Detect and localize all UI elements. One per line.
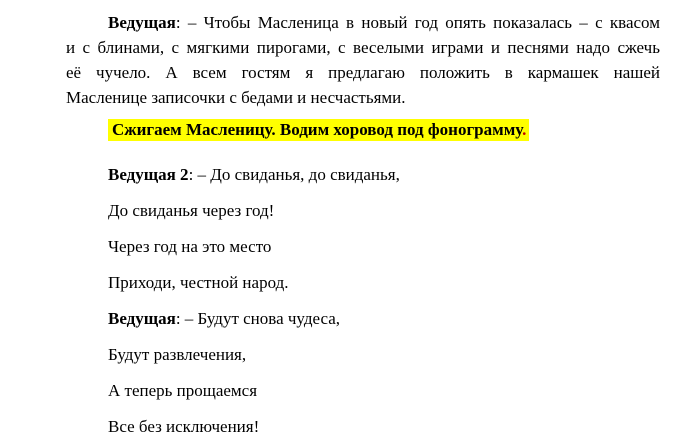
verse-text: Через год на это место [108, 237, 272, 256]
verse-line [66, 414, 660, 439]
paragraph-text: : – Чтобы Масленица в новый год опять показалась – с квасом [175, 13, 660, 32]
verse-text: До свиданья через год! [108, 201, 275, 220]
verse-text: Приходи, честной народ. [108, 273, 289, 292]
red-period: . [522, 120, 527, 139]
paragraph-line [66, 10, 660, 35]
verse-text: : – До свиданья, до свиданья, [188, 165, 400, 184]
speaker-name: Ведущая 2 [108, 165, 189, 184]
verse-line [66, 198, 660, 223]
dialogue-paragraph-1 [66, 10, 660, 110]
verse-text: Будут развлечения, [108, 345, 247, 364]
speaker-name: Ведущая [108, 13, 176, 32]
verse-text: Все без исключения! [108, 417, 260, 436]
paragraph-line: и с блинами, с мягкими пирогами, с веселыми играми и песнями надо сжечь [66, 38, 660, 57]
verse-line [66, 162, 660, 187]
speaker-name: Ведущая [108, 309, 176, 328]
verse-line [66, 306, 660, 331]
verse-line [66, 270, 660, 295]
paragraph-line: её чучело. А всем гостям я предлагаю положить в кармашек нашей [66, 63, 660, 82]
verse-line [66, 234, 660, 259]
stage-direction-text: Сжигаем Масленицу. Водим хоровод под фонограмму [112, 120, 523, 139]
verse-line [66, 378, 660, 403]
paragraph-line: Масленице записочки с бедами и несчастьями. [66, 88, 406, 107]
verse-text: : – Будут снова чудеса, [175, 309, 341, 328]
highlighted-text [108, 119, 529, 141]
verse-text: А теперь прощаемся [108, 381, 258, 400]
verse-line [66, 342, 660, 367]
stage-direction-paragraph [66, 117, 660, 142]
